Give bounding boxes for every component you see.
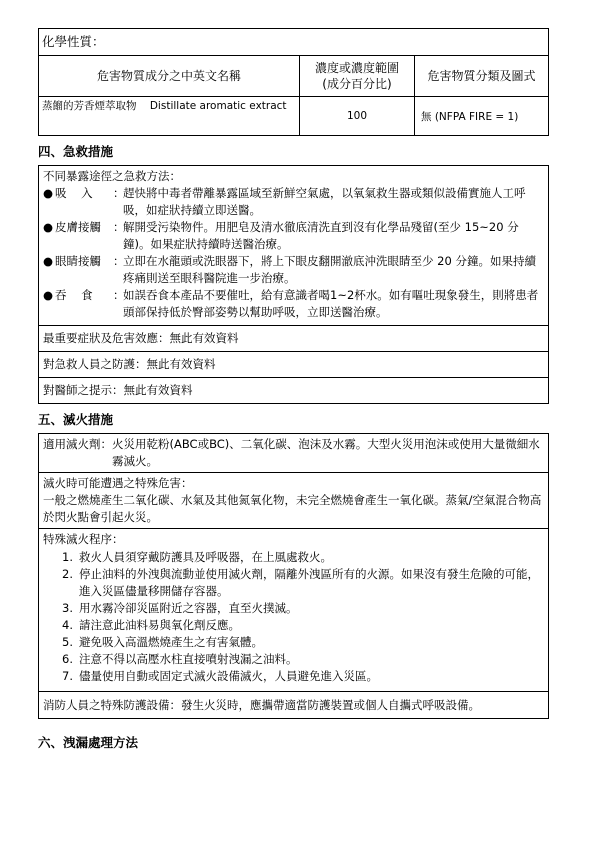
colon: ： bbox=[113, 288, 125, 302]
extinguishing-media-row bbox=[39, 434, 548, 472]
first-aid-label: 吞 食 bbox=[55, 288, 93, 302]
first-aid-intro: 不同暴露途徑之急救方法： bbox=[43, 169, 181, 183]
colon: ： bbox=[113, 186, 125, 200]
item-number: 1. bbox=[62, 550, 73, 564]
section4-heading: 四、急救措施 bbox=[38, 144, 114, 159]
symptoms-row: 最重要症狀及危害效應：無此有效資料 bbox=[39, 325, 548, 351]
first-aid-text: 解開受污染物件。用肥皂及清水徹底清洗直到沒有化學品殘留(至少 15~20 分鐘)。如果症狀持續時送醫治療。 bbox=[123, 220, 519, 251]
list-item bbox=[43, 600, 544, 617]
msds-page bbox=[38, 28, 549, 756]
first-aid-label: 吸 入 bbox=[55, 186, 93, 200]
item-text: 請注意此油料易與氧化劑反應。 bbox=[79, 618, 240, 632]
item-text: 注意不得以高壓水柱直接噴射洩漏之油料。 bbox=[79, 652, 298, 666]
item-text: 避免吸入高溫燃燒產生之有害氣體。 bbox=[79, 635, 263, 649]
first-aid-label: 皮膚接觸 bbox=[55, 220, 101, 234]
composition-title: 化學性質： bbox=[42, 34, 105, 49]
bullet-icon: ● bbox=[43, 220, 54, 234]
list-item bbox=[43, 651, 544, 668]
list-item bbox=[43, 617, 544, 634]
first-aid-table bbox=[38, 165, 549, 404]
bullet-icon: ● bbox=[43, 288, 54, 302]
item-text: 停止油料的外洩與流動並使用滅火劑，隔離外洩區所有的火源。如果沒有發生危險的可能，進入災區儘量移開儲存容器。 bbox=[79, 567, 539, 598]
special-hazard-row bbox=[39, 472, 548, 528]
header-name: 危害物質成分之中英文名稱 bbox=[39, 56, 300, 96]
protective-equipment-row: 消防人員之特殊防護設備：發生火災時，應攜帶適當防護裝置或個人自攜式呼吸設備。 bbox=[39, 691, 548, 718]
item-number: 6. bbox=[62, 652, 73, 666]
colon: ： bbox=[113, 220, 125, 234]
list-item bbox=[43, 566, 544, 600]
first-aid-item bbox=[39, 219, 548, 253]
section5-heading: 五、滅火措施 bbox=[38, 412, 114, 427]
procedure-list bbox=[43, 549, 544, 685]
first-aid-text: 趕快將中毒者帶離暴露區域至新鮮空氣處，以氧氣救生器或類似設備實施人工呼吸，如症狀持續立即送醫。 bbox=[123, 186, 526, 217]
procedure-title: 特殊滅火程序： bbox=[43, 532, 124, 546]
first-aid-item bbox=[39, 253, 548, 287]
list-item bbox=[43, 668, 544, 685]
item-number: 4. bbox=[62, 618, 73, 632]
hazard-title: 滅火時可能遭遇之特殊危害： bbox=[43, 476, 193, 490]
item-number: 5. bbox=[62, 635, 73, 649]
item-text: 用水霧冷卻災區附近之容器，直至火撲滅。 bbox=[79, 601, 298, 615]
composition-data-row bbox=[39, 96, 548, 135]
first-aid-methods bbox=[39, 166, 548, 325]
procedure-row bbox=[39, 528, 548, 691]
item-number: 2. bbox=[62, 567, 73, 581]
media-text: 火災用乾粉(ABC或BC)、二氧化碳、泡沫及水霧。大型火災用泡沫或使用大量微細水霧滅火。 bbox=[112, 437, 540, 468]
list-item bbox=[43, 549, 544, 566]
first-aid-text: 如誤吞食本產品不要催吐，給有意識者喝1~2杯水。如有嘔吐現象發生，則將患者頭部保持低於臀部姿勢以幫助呼吸，立即送醫治療。 bbox=[123, 288, 539, 319]
bullet-icon: ● bbox=[43, 254, 54, 268]
composition-table bbox=[38, 28, 549, 136]
component-concentration: 100 bbox=[300, 97, 415, 135]
first-aid-item bbox=[39, 287, 548, 321]
item-number: 7. bbox=[62, 669, 73, 683]
list-item bbox=[43, 634, 544, 651]
first-aider-protection-row: 對急救人員之防護：無此有效資料 bbox=[39, 351, 548, 377]
header-classification: 危害物質分類及圖式 bbox=[427, 69, 536, 83]
item-text: 救火人員須穿戴防護具及呼吸器，在上風處救火。 bbox=[79, 550, 332, 564]
colon: ： bbox=[113, 254, 125, 268]
component-name: 蒸餾的芳香煙萃取物 Distillate aromatic extract bbox=[39, 97, 300, 135]
hazard-text: 一般之燃燒產生二氧化碳、水氣及其他氮氧化物，未完全燃燒會產生一氧化碳。蒸氣/空氣混合物高於閃火點會引起火災。 bbox=[43, 493, 542, 524]
first-aid-label: 眼睛接觸 bbox=[55, 254, 101, 268]
item-text: 儘量使用自動或固定式滅火設備滅火，人員避免進入災區。 bbox=[79, 669, 378, 683]
first-aid-item bbox=[39, 185, 548, 219]
doctor-notes-row: 對醫師之提示：無此有效資料 bbox=[39, 377, 548, 403]
item-number: 3. bbox=[62, 601, 73, 615]
composition-header-row bbox=[39, 55, 548, 96]
fire-fighting-table bbox=[38, 433, 549, 719]
bullet-icon: ● bbox=[43, 186, 54, 200]
header-concentration: 濃度或濃度範圍 (成分百分比) bbox=[300, 56, 415, 96]
section6-heading: 六、洩漏處理方法 bbox=[38, 735, 139, 750]
media-label: 適用滅火劑： bbox=[43, 437, 112, 451]
first-aid-text: 立即在水龍頭或洗眼器下，將上下眼皮翻開澈底沖洗眼睛至少 20 分鐘。如果持續疼痛則送至眼科醫院進一步治療。 bbox=[123, 254, 536, 285]
component-classification: 無 (NFPA FIRE = 1) bbox=[421, 110, 519, 123]
